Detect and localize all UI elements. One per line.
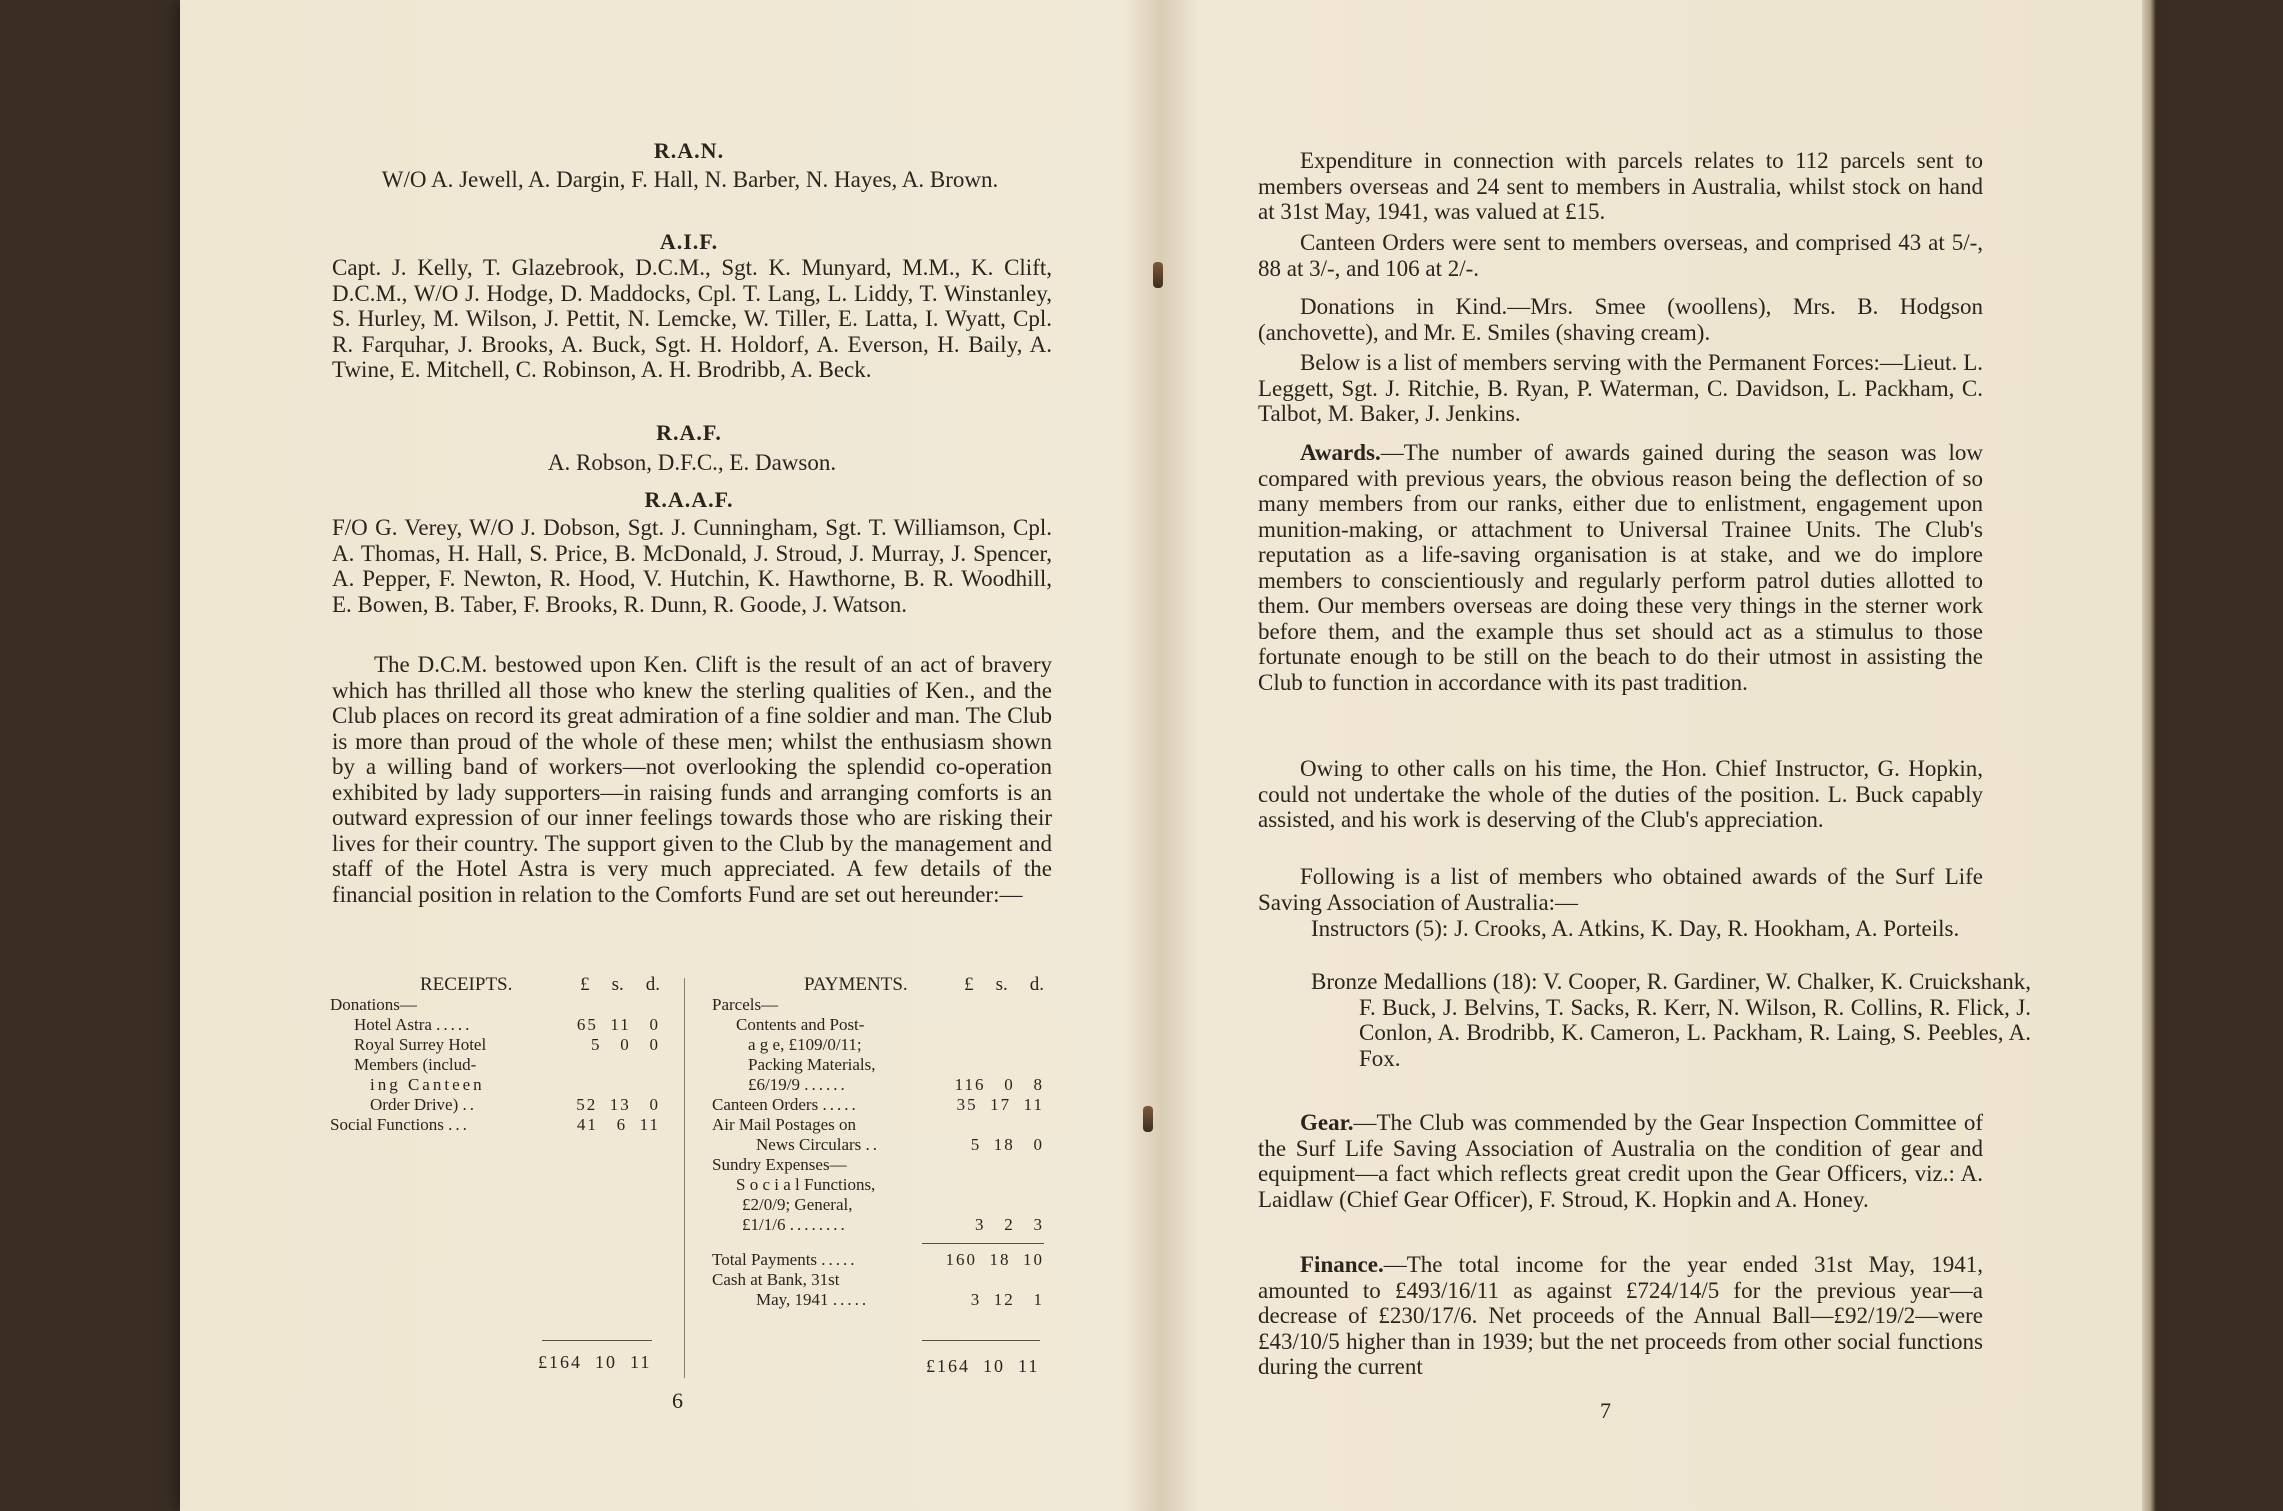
dcm-paragraph: The D.C.M. bestowed upon Ken. Clift is the result of an act of bravery which has thrilled all those who knew the sterling qualities of Ken., and the Club places on record its great admiration of a fine soldier and man. The Club is more than proud of the whole of these men; whilst the enthusiasm shown by a willing band of workers—not overlooking the splendid co-operation exhibited by lady supporters—in raising funds and arranging comforts is an outward expression of our inner feelings towards those who are risking their lives for their country. The support given to the Club by the management and staff of the Hotel Astra is very much appreciated. A few details of the financial position in relation to the Comforts Fund are set out hereunder:— bbox=[332, 652, 1052, 907]
receipts-col-pence: d. bbox=[645, 974, 660, 995]
receipt-row: Members (includ- bbox=[354, 1055, 477, 1074]
airmail-row: News Circulars .. 5 18 0 bbox=[756, 1135, 1044, 1154]
sundry-label: Sundry Expenses— bbox=[712, 1155, 847, 1174]
payments-col-pence: d. bbox=[1029, 974, 1044, 995]
gear-heading: Gear. bbox=[1300, 1110, 1354, 1135]
ran-heading: R.A.N. bbox=[653, 138, 725, 163]
raf-members: A. Robson, D.F.C., E. Dawson. bbox=[547, 450, 837, 475]
sundry-row: £1/1/6 ........ 3 2 3 bbox=[742, 1215, 1044, 1234]
parcels-label: Parcels— bbox=[712, 995, 779, 1014]
donations-label: Donations— bbox=[330, 995, 417, 1014]
receipts-col-shilling: s. bbox=[611, 974, 624, 995]
receipt-row: ing Canteen bbox=[370, 1075, 485, 1094]
payments-title: PAYMENTS. bbox=[804, 974, 908, 995]
receipts-total-rule bbox=[542, 1340, 652, 1341]
instructors-list: Instructors (5): J. Crooks, A. Atkins, K. Day, R. Hookham, A. Porteils. bbox=[1311, 916, 1960, 941]
payments-table: PAYMENTS. £ s. d. Parcels— Contents and Post- a g e, £109/0/11; Packing Materials, £6/19/9 ...... 116 0 8 Canteen Orders ..... 35 17 11 Air Mail Postages on News Circulars .. 5 18 0 Sundry Expenses— S o c i a l Functions, £2/0/9; General, £1/1/6 ........ 3 2 3 Total Payments ..... 160 18 10 Cash at Bank, 31st May, 1941 ..... 3 12 1 bbox=[712, 974, 1044, 1309]
permanent-forces-paragraph: Below is a list of members serving with the Permanent Forces:—Lieut. L. Leggett, Sgt. J. Ritchie, B. Ryan, P. Waterman, C. Davidson, L. Packham, C. Talbot, M. Baker, J. Jenkins. bbox=[1258, 350, 1983, 426]
awards-intro-paragraph: Following is a list of members who obtained awards of the Surf Life Saving Association of Australia:— bbox=[1258, 864, 1983, 915]
receipts-title: RECEIPTS. bbox=[420, 974, 513, 995]
column-divider bbox=[684, 978, 685, 1378]
finance-paragraph: Finance.—The total income for the year ended 31st May, 1941, amounted to £493/16/11 as against £724/14/5 for the previous year—a decrease of £230/17/6. Net proceeds of the Annual Ball—£92/19/2—were £43/10/5 higher than in 1939; but the net proceeds from other social functions during the current bbox=[1258, 1252, 1983, 1379]
social-functions-row: Social Functions ... 41 6 11 bbox=[330, 1115, 660, 1134]
bronze-medallions-list: Bronze Medallions (18): V. Cooper, R. Gardiner, W. Chalker, K. Cruickshank, F. Buck, J. Belvins, T. Sacks, R. Kerr, N. Wilson, R. Collins, R. Flick, J. Conlon, A. Brodribb, K. Cameron, L. Packham, R. Laing, S. Peebles, A. Fox. bbox=[1311, 969, 2031, 1071]
receipts-table bbox=[330, 975, 660, 1135]
total-payments-row: Total Payments ..... 160 18 10 bbox=[712, 1250, 1044, 1269]
payments-col-shilling: s. bbox=[995, 974, 1008, 995]
left-page bbox=[180, 0, 1143, 1511]
right-page bbox=[1143, 0, 2142, 1511]
gear-paragraph: Gear.—The Club was commended by the Gear Inspection Committee of the Surf Life Saving Association of Australia on the condition of gear and equipment—a fact which reflects great credit upon the Gear Officers, viz.: A. Laidlaw (Chief Gear Officer), F. Stroud, K. Hopkin and A. Honey. bbox=[1258, 1110, 1983, 1212]
payments-col-pound: £ bbox=[964, 974, 974, 995]
aif-heading: A.I.F. bbox=[659, 229, 719, 254]
raf-heading: R.A.F. bbox=[656, 420, 722, 445]
booklet-edge bbox=[2142, 0, 2156, 1511]
payments-total-rule bbox=[922, 1340, 1040, 1341]
receipts-col-pound: £ bbox=[580, 974, 590, 995]
aif-members: Capt. J. Kelly, T. Glazebrook, D.C.M., Sgt. K. Munyard, M.M., K. Clift, D.C.M., W/O J. Hodge, D. Maddocks, Cpl. T. Lang, L. Liddy, T. Winstanley, S. Hurley, M. Wilson, J. Pettit, N. Lemcke, W. Tiller, E. Latta, I. Wyatt, Cpl. R. Farquhar, J. Brooks, A. Buck, Sgt. H. Holdorf, A. Everson, H. Baily, A. Twine, E. Mitchell, C. Robinson, A. H. Brodribb, A. Beck. bbox=[332, 255, 1052, 382]
page-number-right: 7 bbox=[1600, 1398, 1611, 1423]
parcels-paragraph: Expenditure in connection with parcels relates to 112 parcels sent to members overseas and 24 sent to members in Australia, whilst stock on hand at 31st May, 1941, was valued at £15. bbox=[1258, 148, 1983, 224]
ran-members: W/O A. Jewell, A. Dargin, F. Hall, N. Barber, N. Hayes, A. Brown. bbox=[381, 167, 999, 192]
receipt-row: Order Drive) .. 52 13 0 bbox=[370, 1095, 660, 1114]
donations-paragraph: Donations in Kind.—Mrs. Smee (woollens), Mrs. B. Hodgson (anchovette), and Mr. E. Smiles (shaving cream). bbox=[1258, 294, 1983, 345]
payments-total: £164 10 11 bbox=[926, 1356, 1040, 1376]
canteen-orders-row: Canteen Orders ..... 35 17 11 bbox=[712, 1095, 1044, 1114]
page-number-left: 6 bbox=[672, 1388, 683, 1413]
finance-heading: Finance. bbox=[1300, 1252, 1384, 1277]
canteen-paragraph: Canteen Orders were sent to members overseas, and comprised 43 at 5/-, 88 at 3/-, and 106 at 2/-. bbox=[1258, 230, 1983, 281]
cash-at-bank-row: May, 1941 ..... 3 12 1 bbox=[756, 1290, 1044, 1309]
parcels-row: £6/19/9 ...... 116 0 8 bbox=[748, 1075, 1044, 1094]
awards-paragraph: Awards.—The number of awards gained during the season was low compared with previous years, the obvious reason being the deflection of so many members from our ranks, either due to enlistment, engagement upon munition-making, or attachment to Universal Trainee Units. The Club's reputation as a life-saving organisation is at stake, and we do implore members to conscientiously and regularly perform patrol duties allotted to them. Our members overseas are doing these very things in the sterner work before them, and the example thus set should act as a stimulus to those fortunate enough to be still on the beach to do their utmost in assisting the Club to function in accordance with its past tradition. bbox=[1258, 440, 1983, 695]
raaf-members: F/O G. Verey, W/O J. Dobson, Sgt. J. Cunningham, Sgt. T. Williamson, Cpl. A. Thomas, H. Hall, S. Price, B. McDonald, J. Stroud, J. Murray, J. Spencer, A. Pepper, F. Newton, R. Hood, V. Hutchin, K. Hawthorne, B. R. Woodhill, E. Bowen, B. Taber, F. Brooks, R. Dunn, R. Goode, J. Watson. bbox=[332, 515, 1052, 617]
receipts-total: £164 10 11 bbox=[538, 1352, 652, 1372]
receipt-row: Royal Surrey Hotel 5 0 0 bbox=[354, 1035, 660, 1054]
instructor-paragraph: Owing to other calls on his time, the Hon. Chief Instructor, G. Hopkin, could not undertake the whole of the duties of the position. L. Buck capably assisted, and his work is deserving of the Club's appreciation. bbox=[1258, 756, 1983, 832]
awards-heading: Awards. bbox=[1300, 440, 1381, 465]
raaf-heading: R.A.A.F. bbox=[644, 487, 734, 512]
receipt-row: Hotel Astra ..... 65 11 0 bbox=[354, 1015, 660, 1034]
